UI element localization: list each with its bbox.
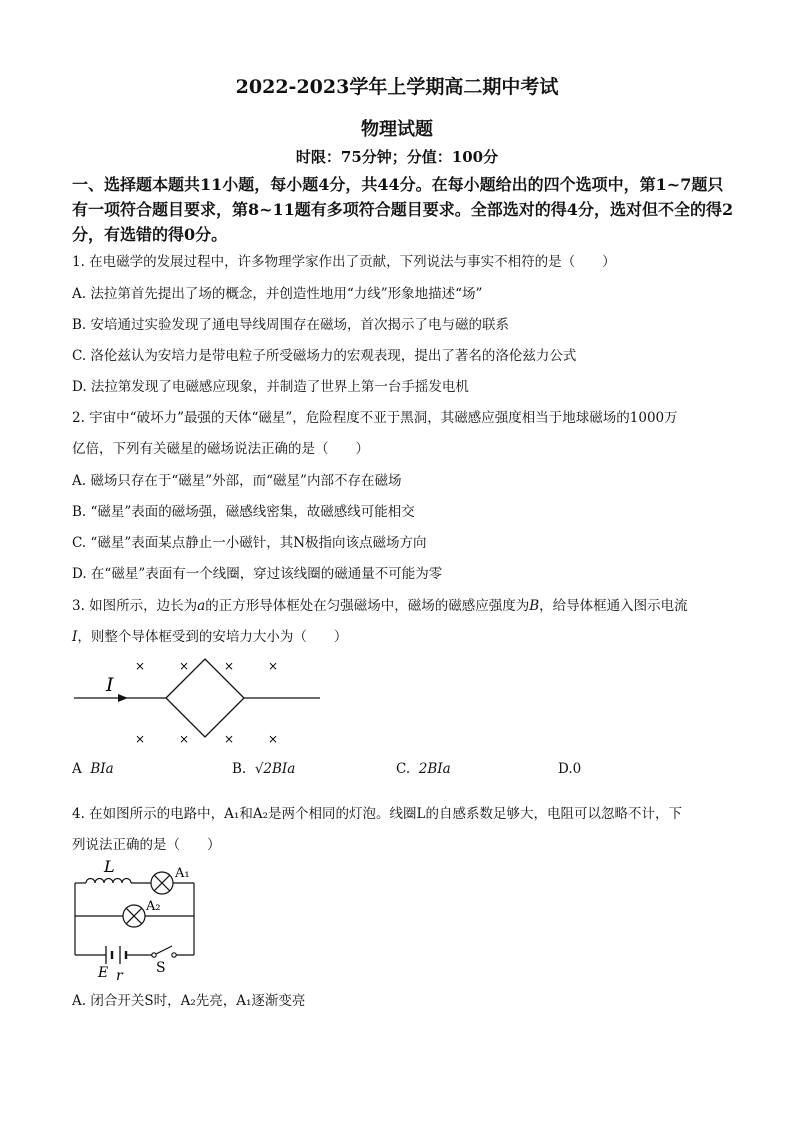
variable-b: B: [529, 598, 540, 614]
current-label: I: [106, 674, 114, 696]
field-cross: ×: [223, 659, 235, 673]
option-a: [72, 761, 114, 777]
section-line: 有一项符合题目要求，第8~11题有多项符合题目要求。全部选对的得4分，选对但不全的得2: [72, 200, 734, 219]
option-b: [232, 761, 295, 777]
resistance-label: r: [116, 968, 123, 984]
section-line: 一、选择题本题共11小题，每小题4分，共44分。在每小题给出的四个选项中，第1~7题只: [72, 175, 724, 194]
switch-contact: [172, 953, 176, 957]
battery-icon: [106, 946, 126, 964]
stem-text: 的正方形导体框处在匀强磁场中，磁场的磁感应强度为: [205, 598, 530, 614]
option-d: [558, 761, 581, 777]
option-d: D. 法拉第发现了电磁感应现象，并制造了世界上第一台手摇发电机: [72, 379, 469, 395]
field-cross: ×: [178, 659, 190, 673]
field-cross: ×: [267, 659, 279, 673]
question-stem: 4. 在如图所示的电路中，A₁和A₂是两个相同的灯泡。线圈L的自感系数足够大，电阻可以忽略不计，下: [72, 806, 682, 822]
question-stem: 亿倍，下列有关磁星的磁场说法正确的是（ ）: [72, 441, 369, 457]
circuit-figure: [66, 855, 216, 985]
option-letter: C.: [396, 761, 411, 777]
stem-text: ，则整个导体框受到的安培力大小为（ ）: [77, 629, 348, 645]
section-line: 分，有选错的得0分。: [72, 225, 228, 244]
option-a: A. 闭合开关S时，A₂先亮，A₁逐渐变亮: [72, 993, 306, 1009]
lamp1-label: A₁: [175, 866, 190, 881]
exam-title: 2022-2023学年上学期高二期中考试: [235, 76, 559, 98]
option-d: D. 在“磁星”表面有一个线圈，穿过该线圈的磁通量不可能为零: [72, 566, 443, 582]
question-stem: [72, 594, 688, 614]
option-a: A. 法拉第首先提出了场的概念，并创造性地用“力线”形象地描述“场”: [72, 286, 483, 302]
stem-text: ，给导体框通入图示电流: [539, 598, 688, 614]
lamp2-label: A₂: [146, 899, 161, 914]
switch-label: S: [156, 960, 166, 976]
option-letter: B.: [232, 761, 247, 777]
field-cross: ×: [223, 732, 235, 746]
option-c: [396, 761, 451, 777]
lamp-a1-icon: [151, 872, 173, 894]
question-stem: [72, 625, 347, 645]
option-b: B. 安培通过实验发现了通电导线周围存在磁场，首次揭示了电与磁的联系: [72, 317, 510, 333]
variable-a: a: [197, 598, 206, 614]
option-a: A. 磁场只存在于“磁星”外部，而“磁星”内部不存在磁场: [72, 473, 402, 489]
option-b: B. “磁星”表面的磁场强，磁感线密集，故磁感线可能相交: [72, 504, 415, 520]
option-value: BIa: [90, 761, 114, 777]
field-cross: ×: [267, 732, 279, 746]
option-c: C. “磁星”表面某点静止一小磁针，其N极指向该点磁场方向: [72, 535, 427, 551]
subject-title: 物理试题: [361, 119, 433, 140]
option-letter: A: [72, 761, 82, 777]
square-frame-figure: [70, 652, 330, 752]
switch-contact: [152, 953, 156, 957]
emf-label: E: [98, 965, 109, 981]
lamp-a2-icon: [123, 905, 145, 927]
inductor-label: L: [104, 857, 115, 876]
field-cross: ×: [134, 732, 146, 746]
exam-info: 时限：75分钟；分值：100分: [295, 148, 499, 166]
stem-text: 3. 如图所示，边长为: [72, 598, 198, 614]
variable-i: I: [72, 629, 78, 645]
option-c: C. 洛伦兹认为安培力是带电粒子所受磁场力的宏观表现，提出了著名的洛伦兹力公式: [72, 348, 577, 364]
inductor-coil: [86, 879, 131, 884]
field-cross: ×: [134, 659, 146, 673]
switch-blade: [154, 946, 172, 955]
option-value: 0: [572, 761, 582, 777]
question-stem: 列说法正确的是（ ）: [72, 837, 221, 853]
option-letter: D.: [558, 761, 573, 777]
option-value: √2BIa: [254, 761, 296, 777]
question-stem: 2. 宇宙中“破坏力”最强的天体“磁星”，危险程度不亚于黑洞，其磁感应强度相当于地球磁场的1000万: [72, 410, 678, 426]
field-cross: ×: [178, 732, 190, 746]
current-arrow-icon: [118, 694, 128, 702]
question-stem: 1. 在电磁学的发展过程中，许多物理学家作出了贡献，下列说法与事实不相符的是（ ）: [72, 254, 616, 270]
option-value: 2BIa: [418, 761, 451, 777]
